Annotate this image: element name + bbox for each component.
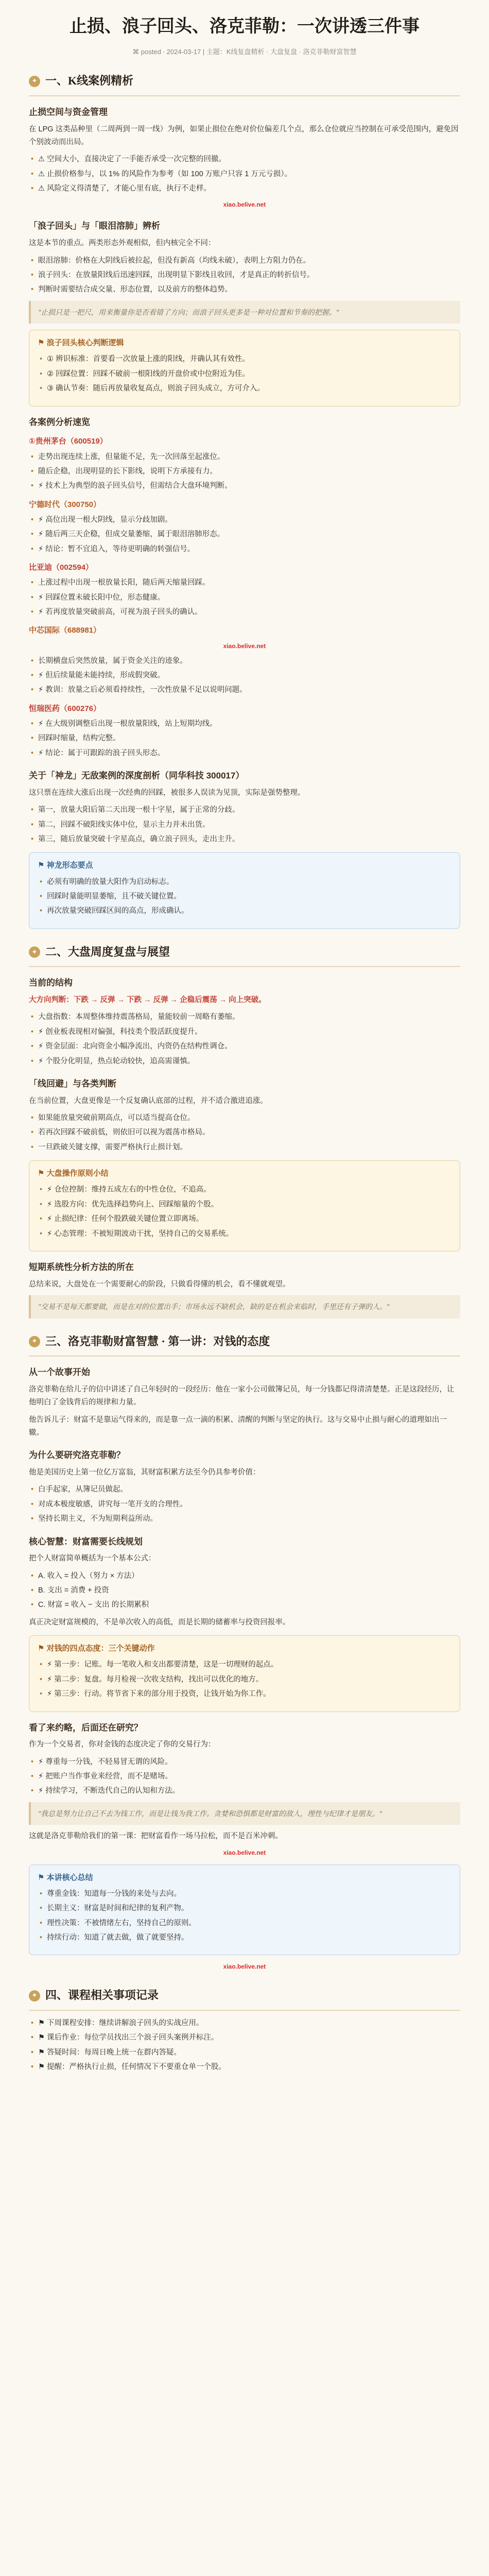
watermark: xiao.belive.net	[223, 642, 266, 650]
list-item: • ⚡ 资金层面：北向资金小幅净流出，内资仍在结构性调仓。	[29, 1040, 460, 1053]
s2-structure-flow: 大方向判断：下跌 → 反弹 → 下跌 → 反弹 → 企稳后震荡 → 向上突破。	[29, 996, 266, 1005]
s3-attitude-heading: 看了来约略，后面还在研究？	[29, 1722, 143, 1733]
list-item: • ⚡ 教训：放量之后必须看持续性，一次性放量不足以说明问题。	[29, 684, 460, 697]
example-name: 比亚迪（002594）	[29, 563, 94, 572]
list-item: • C. 财富 = 收入 − 支出 的长期累积	[29, 1599, 460, 1612]
watermark: xiao.belive.net	[223, 1963, 266, 1971]
callout-card	[29, 1865, 460, 1956]
s1-core-list	[29, 153, 460, 195]
list-item: • 一旦跌破关键支撑，需要严格执行止损计划。	[29, 1141, 460, 1154]
list-item: • 必须有明确的放量大阳作为启动标志。	[38, 876, 451, 889]
list-item: • ⚑ 提醒：严格执行止损，任何情况下不要重仓单一个股。	[29, 2061, 460, 2074]
list-item: • 理性决策：不被情绪左右，坚持自己的原则。	[38, 1917, 451, 1930]
list-item: • 走势出现连续上涨，但量能不足，先一次回落至起涨位。	[29, 451, 460, 464]
list-item: • ⚡ 第三步：行动。将节省下来的部分用于投资，让钱开始为你工作。	[38, 1688, 451, 1701]
list-item: • ② 回踩位置：回踩不破前一根阳线的开盘价或中位附近为佳。	[38, 368, 451, 381]
list-item: • ⚡ 把账户当作事业来经营，而不是赌场。	[29, 1770, 460, 1783]
list-item: • ⚡ 回踩位置未破长阳中位，形态健康。	[29, 591, 460, 604]
section-2-heading	[29, 942, 460, 968]
list-item: • ⚑ 下周课程安排：继续讲解浪子回头的实战应用。	[29, 2017, 460, 2030]
s2-judgement-paragraph: 在当前位置，大盘更像是一个反复确认底部的过程，并不适合激进追涨。	[29, 1096, 268, 1105]
s1-examples-heading: 各案例分析速览	[29, 417, 90, 427]
callout-card	[29, 330, 460, 406]
s1-case-heading: 「浪子回头」与「眼泪溶肺」辨析	[29, 221, 160, 231]
list-item: • ⚡ 持续学习，不断迭代自己的认知和方法。	[29, 1785, 460, 1798]
s1-core-heading: 止损空间与资金管理	[29, 107, 108, 117]
list-item: • ⚡ 结论：暂不宜追入，等待更明确的转强信号。	[29, 543, 460, 556]
list-item: • ⚡ 在大级别调整后出现一根放量阳线，站上短期均线。	[29, 718, 460, 731]
callout-card	[29, 1635, 460, 1711]
s2-method-paragraph: 总结来说，大盘处在一个需要耐心的阶段，只做看得懂的机会，看不懂就观望。	[29, 1280, 290, 1289]
s2-structure-heading: 当前的结构	[29, 978, 73, 988]
list-item: • ⚡ 止损纪律：任何个股跌破关键位置立即离场。	[38, 1213, 451, 1226]
s3-why-heading: 为什么要研究洛克菲勒？	[29, 1450, 125, 1461]
s1-core-paragraph: 在 LPG 这类品种里（二周两到一周一线）为例，如果止损位在绝对价位偏差几个点，那么仓位就应当控制在可承受范围内，避免因个别波动而出局。	[29, 125, 459, 146]
quote-block: "交易不是每天都要做，而是在对的位置出手；市场永远不缺机会，缺的是在机会来临时，手里还有子弹的人。"	[29, 1295, 460, 1318]
list-item: • 对成本极度敏感，讲究每一笔开支的合理性。	[29, 1498, 460, 1511]
list-item: • ③ 确认节奏：随后再放量收复高点，则浪子回头成立，方可介入。	[38, 382, 451, 395]
section-4-title: 四、课程相关事项记录	[45, 1989, 159, 2002]
callout-card	[29, 1160, 460, 1251]
list-item: • ⚡ 若再度放量突破前高，可视为浪子回头的确认。	[29, 606, 460, 619]
s3-core-paragraph-2: 真正决定财富规模的，不是单次收入的高低，而是长期的储蓄率与投资回报率。	[29, 1618, 290, 1626]
s1-case-list	[29, 255, 460, 297]
s3-core-heading: 核心智慧：财富需要长线规划	[29, 1536, 143, 1547]
list-item: • A. 收入 = 投入（努力 × 方法）	[29, 1570, 460, 1583]
quote-block: "我总是努力让自己不去为钱工作，而是让钱为我工作。贪婪和恐惧都是财富的敌人，理性与纪律才是朋友。"	[29, 1802, 460, 1825]
list-item: • 回踩时缩量，结构完整。	[29, 732, 460, 745]
list-item: • ⚡ 个股分化明显，热点轮动较快，追高需谨慎。	[29, 1055, 460, 1068]
list-item: • ⚑ 答疑时间：每周日晚上统一在群内答疑。	[29, 2046, 460, 2059]
section-4-heading	[29, 1986, 460, 2011]
section-icon: ✦	[29, 1336, 40, 1347]
s1-deep-case-heading: 关于「神龙」无敌案例的深度剖析（同华科技 300017）	[29, 771, 244, 781]
list-item: • 白手起家，从簿记员做起。	[29, 1483, 460, 1496]
list-item: • ⚡ 选股方向：优先选择趋势向上、回踩缩量的个股。	[38, 1198, 451, 1211]
list-item: • ⚑ 课后作业：每位学员找出三个浪子回头案例并标注。	[29, 2031, 460, 2044]
list-item: • ⚡ 心态管理：不被短期波动干扰，坚持自己的交易系统。	[38, 1228, 451, 1241]
s1-deep-case-paragraph: 这只票在连续大涨后出现一次经典的回踩，被很多人误读为见顶，实际是强势整理。	[29, 788, 305, 797]
list-item: • 尊重金钱：知道每一分钱的来处与去向。	[38, 1888, 451, 1901]
example-name: 中芯国际（688981）	[29, 626, 101, 635]
list-item: • 眼泪溶肺：价格在大阴线后被拉起，但没有新高（均线未破），表明上方阻力仍在。	[29, 255, 460, 267]
section-1-heading	[29, 71, 460, 96]
list-item: • ⚡ 但后续量能未能持续，形成假突破。	[29, 669, 460, 682]
callout-card	[29, 852, 460, 928]
list-item: • 判断时需要结合成交量、形态位置，以及前方的整体趋势。	[29, 283, 460, 296]
section-icon: ✦	[29, 76, 40, 87]
list-item: • ⚠ 空间大小，直接决定了一手能否承受一次完整的回撤。	[29, 153, 460, 166]
list-item: • 长期主义：财富是时间和纪律的复利产物。	[38, 1902, 451, 1915]
example-name: ①贵州茅台（600519）	[29, 437, 108, 446]
callout-title: ⚑ 对钱的四点态度：三个关键动作	[38, 1644, 155, 1653]
list-item: • 如果能放量突破前期高点，可以适当提高仓位。	[29, 1112, 460, 1125]
section-icon: ✦	[29, 1990, 40, 2002]
example-name: 宁德时代（300750）	[29, 500, 101, 509]
section-3-heading	[29, 1332, 460, 1357]
callout-title: ⚑ 大盘操作原则小结	[38, 1169, 109, 1178]
quote-block: "止损只是一把尺，用来衡量你是否看错了方向；而浪子回头更多是一种对位置和节奏的把握。"	[29, 301, 460, 324]
callout-title: ⚑ 本讲核心总结	[38, 1873, 93, 1882]
article-title: 止损、浪子回头、洛克菲勒：一次讲透三件事	[69, 17, 420, 36]
list-item: • ⚡ 结论：属于可跟踪的浪子回头形态。	[29, 747, 460, 760]
list-item: • 大盘指数：本周整体维持震荡格局，量能较前一周略有萎缩。	[29, 1011, 460, 1024]
list-item: • ⚡ 高位出现一根大阴线，显示分歧加剧。	[29, 514, 460, 527]
list-item: • ⚡ 技术上为典型的浪子回头信号，但需结合大盘环境判断。	[29, 480, 460, 493]
list-item: • ⚡ 随后两三天企稳，但成交量萎缩，属于眼泪溶肺形态。	[29, 528, 460, 541]
callout-title: ⚑ 浪子回头核心判断逻辑	[38, 338, 124, 348]
s3-attitude-paragraph: 作为一个交易者，你对金钱的态度决定了你的交易行为：	[29, 1740, 216, 1749]
list-item: • ⚡ 第一步：记账。每一笔收入和支出都要清楚，这是一切理财的起点。	[38, 1658, 451, 1671]
section-1-title: 一、K线案例精析	[45, 74, 134, 88]
list-item: • 随后企稳，出现明显的长下影线，说明下方承接有力。	[29, 465, 460, 478]
list-item: • 持续行动：知道了就去做，做了就要坚持。	[38, 1931, 451, 1944]
s3-story-paragraph-1: 洛克菲勒在给儿子的信中讲述了自己年轻时的一段经历：他在一家小公司做簿记员，每一分钱都记得清清楚楚。正是这段经历，让他明白了金钱背后的规律和力量。	[29, 1385, 455, 1407]
section-3-title: 三、洛克菲勒财富智慧 · 第一讲：对钱的态度	[45, 1334, 270, 1348]
list-item: • 第一，放量大阳后第二天出现一根十字星，属于正常的分歧。	[29, 804, 460, 817]
list-item: • ⚠ 风险定义得清楚了，才能心里有底，执行不走样。	[29, 182, 460, 195]
list-item: • 若再次回踩不破前低，则依旧可以视为震荡市格局。	[29, 1126, 460, 1139]
s3-story-heading: 从一个故事开始	[29, 1367, 90, 1378]
list-item: • ⚡ 尊重每一分钱，不轻易冒无谓的风险。	[29, 1756, 460, 1769]
list-item: • 再次放量突破回踩区间的高点，形成确认。	[38, 905, 451, 918]
list-item: • 第三，随后放量突破十字星高点，确立浪子回头，走出主升。	[29, 833, 460, 846]
list-item: • 上涨过程中出现一根放量长阳，随后两天缩量回踩。	[29, 577, 460, 589]
list-item: • ⚡ 仓位控制：维持五成左右的中性仓位，不追高。	[38, 1183, 451, 1196]
section-icon: ✦	[29, 946, 40, 958]
s2-method-heading: 短期系统性分析方法的所在	[29, 1262, 134, 1272]
list-item: • ⚡ 第二步：复盘。每月检视一次收支结构，找出可以优化的地方。	[38, 1673, 451, 1686]
callout-title: ⚑ 神龙形态要点	[38, 861, 93, 870]
article-meta: ⌘ posted ∙ 2024-03-17 | 主题：K线复盘精析 · 大盘复盘 · 洛克菲勒财富智慧	[132, 47, 357, 56]
s2-judgement-heading: 「线回避」与各类判断	[29, 1078, 116, 1089]
list-item: • 第二，回踩不破阳线实体中位，显示主力并未出货。	[29, 819, 460, 832]
list-item: • 浪子回头：在放量阳线后迅速回踩，出现明显下影线且收回，才是真正的转折信号。	[29, 269, 460, 282]
list-item: • 坚持长期主义，不为短期利益所动。	[29, 1513, 460, 1526]
list-item: • B. 支出 = 消费 + 投资	[29, 1584, 460, 1597]
list-item: • 长期横盘后突然放量，属于资金关注的迹象。	[29, 655, 460, 668]
s3-why-paragraph: 他是美国历史上第一位亿万富翁，其财富积累方法至今仍具参考价值：	[29, 1468, 260, 1477]
example-name: 恒瑞医药（600276）	[29, 704, 101, 713]
list-item: • 回踩时量能明显萎缩，且不破关键位置。	[38, 890, 451, 903]
list-item: • ① 辨识标准：首要看一次放量上涨的阳线，并确认其有效性。	[38, 353, 451, 366]
section-2-title: 二、大盘周度复盘与展望	[45, 945, 170, 958]
s3-core-paragraph: 把个人财富简单概括为一个基本公式：	[29, 1554, 156, 1563]
watermark: xiao.belive.net	[223, 201, 266, 209]
list-item: • ⚡ 创业板表现相对偏强，科技类个股活跃度提升。	[29, 1026, 460, 1039]
s3-story-paragraph-2: 他告诉儿子：财富不是靠运气得来的，而是靠一点一滴的积累、清醒的判断与坚定的执行。这与交易中止损与耐心的道理如出一辙。	[29, 1415, 447, 1437]
s1-case-paragraph: 这是本节的重点。两类形态外观相似，但内核完全不同：	[29, 239, 216, 248]
s3-conclusion-paragraph: 这就是洛克菲勒给我们的第一课：把财富看作一场马拉松，而不是百米冲刺。	[29, 1832, 283, 1841]
watermark: xiao.belive.net	[223, 1849, 266, 1856]
list-item: • ⚠ 止损价格参与，以 1% 的风险作为参考（如 100 万账户只容 1 万元亏损）。	[29, 168, 460, 181]
